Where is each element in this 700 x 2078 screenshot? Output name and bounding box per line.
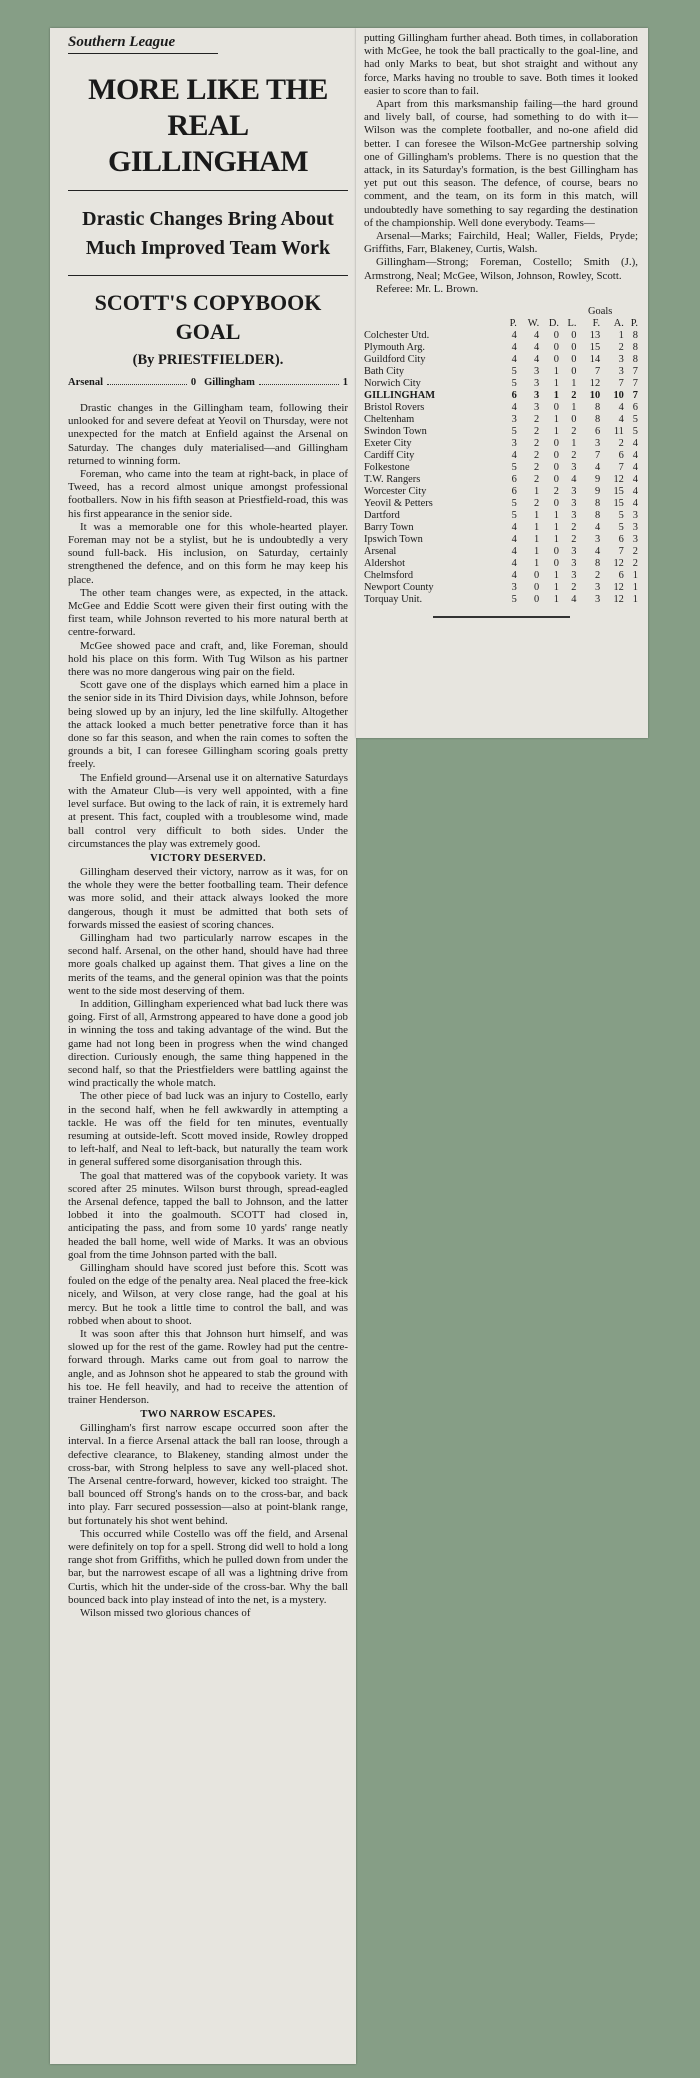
table-header-row: [364, 318, 638, 330]
column-header: W.: [527, 318, 540, 330]
table-cell: 3: [594, 594, 601, 606]
table-cell: 6: [511, 474, 517, 486]
table-cell: 0: [553, 546, 559, 558]
table-cell: 3: [571, 498, 577, 510]
column-header: D.: [548, 318, 559, 330]
paragraph: This occurred while Costello was off the field, and Arsenal were definitely on top for a spell. Strong did well to hold a long range shot from Griffiths, which he pulled down from under the bar, but the narrowest escape of all was a lightning drive from Curtis, which hit the under-side of the cross-bar. Why the ball bounced back into play instead of into the net, is a mystery.: [68, 1527, 348, 1606]
team-name: Bath City: [364, 366, 405, 378]
table-cell: 3: [571, 558, 577, 570]
paragraph: Foreman, who came into the team at right-back, in place of Tweed, has a record almost unique amongst professional footballers. Now in his fifth season at Priestfield-road, this was his first appearance in the senior side.: [68, 468, 348, 520]
table-cell: 1: [571, 378, 577, 390]
table-cell: 5: [632, 426, 638, 438]
table-cell: 12: [613, 594, 624, 606]
table-cell: 1: [571, 438, 577, 450]
table-cell: 0: [553, 462, 559, 474]
table-cell: 0: [571, 330, 577, 342]
table-cell: 4: [594, 462, 601, 474]
table-cell: 3: [534, 402, 540, 414]
table-cell: 4: [511, 402, 517, 414]
team-name: Exeter City: [364, 438, 412, 450]
table-cell: 2: [534, 474, 540, 486]
table-cell: 1: [553, 510, 559, 522]
table-cell: 4: [571, 474, 577, 486]
table-cell: 1: [553, 594, 559, 606]
table-cell: 15: [613, 486, 624, 498]
paragraph: putting Gillingham further ahead. Both times, in collaboration with McGee, he took the ball practically to the goal-line, and had only Marks to beat, but shot straight and without any force, Marks having no trouble to save. Both times it looked easier to score than to fail.: [364, 32, 638, 97]
paragraph: Apart from this marksmanship failing—the hard ground and lively ball, of course, had something to do with it—Wilson was the complete footballer, and no-one afield did better. I can foresee the Wilson-McGee partnership solving one of Gillingham's problems. There is no question that the attack, in its Saturday's formation, is the best Gillingham has yet put out this season. The defence, of course, bears no comment, and the team, on its form in this match, will undoubtedly have something to say regarding the destination of the championship. Well done everybody. Teams—: [364, 98, 638, 229]
table-cell: 14: [589, 354, 601, 366]
paragraph: In addition, Gillingham experienced what bad luck there was going. First of all, Armstrong appeared to have done a good job in winning the toss and taking advantage of the wind. But the game had not long been in progress when the wind changed direction. Curiously enough, the same thing happened in the second half, so that the Priestfielders were battling against the wind practically the whole match.: [68, 997, 348, 1090]
table-cell: 2: [534, 426, 540, 438]
paragraph: The other piece of bad luck was an injury to Costello, early in the second half, when he fell awkwardly in attempting a tackle. He was off the field for ten minutes, eventually resuming at outside-left. Scott moved inside, Rowley dropped to left-half, and Neal to left-back, but naturally the team work in general suffered some disorganisation through this.: [68, 1090, 348, 1169]
team-name: Aldershot: [364, 558, 405, 570]
table-cell: 4: [618, 402, 624, 414]
article-column: [68, 34, 348, 1620]
table-row: [364, 582, 638, 594]
table-cell: 6: [511, 390, 517, 402]
referee: Referee: Mr. L. Brown.: [376, 282, 479, 295]
table-cell: 1: [534, 510, 540, 522]
table-cell: 3: [632, 510, 638, 522]
table-cell: 2: [534, 450, 540, 462]
paragraph: Gillingham deserved their victory, narrow as it was, for on the whole they were the better footballing team. Their defence was more solid, and their attack always looked the more dangerous, though it must be admitted that both sets of forwards missed the easiest of scoring chances.: [68, 865, 348, 931]
subheadline-2: SCOTT'S COPYBOOK GOAL: [94, 290, 322, 344]
byline: (By PRIESTFIELDER).: [132, 352, 284, 368]
column-header: A.: [613, 318, 624, 330]
table-cell: 8: [632, 330, 638, 342]
team-name: Torquay Unit.: [364, 594, 423, 606]
table-cell: 4: [618, 414, 624, 426]
table-cell: 5: [618, 510, 624, 522]
column-header: L.: [567, 318, 577, 330]
table-cell: 8: [594, 402, 601, 414]
table-cell: 3: [571, 486, 577, 498]
table-cell: 1: [618, 330, 624, 342]
team-name: Plymouth Arg.: [364, 342, 426, 354]
table-cell: 3: [632, 534, 638, 546]
divider: [68, 275, 348, 276]
kicker: Southern League: [68, 34, 218, 54]
table-cell: 1: [534, 546, 540, 558]
table-cell: 4: [594, 546, 601, 558]
table-cell: 6: [632, 402, 638, 414]
team-name: Colchester Utd.: [364, 330, 430, 342]
table-cell: 0: [571, 414, 577, 426]
table-cell: 0: [553, 342, 559, 354]
table-cell: 2: [632, 546, 638, 558]
table-cell: 5: [511, 498, 517, 510]
team-lineup-arsenal: Arsenal—Marks; Fairchild, Heal; Waller, Fields, Pryde; Griffiths, Farr, Blakeney, Curtis, Walsh.: [364, 230, 638, 256]
table-cell: 4: [632, 450, 638, 462]
team-name: T.W. Rangers: [364, 474, 421, 486]
table-cell: 2: [594, 570, 601, 582]
result-home-score: 0: [190, 377, 197, 388]
table-row: [364, 558, 638, 570]
team-name: Guildford City: [364, 354, 426, 366]
paragraph: Wilson missed two glorious chances of: [80, 1607, 251, 1620]
table-cell: 1: [553, 426, 559, 438]
table-cell: 2: [571, 582, 577, 594]
table-cell: 0: [534, 570, 540, 582]
table-cell: 0: [571, 354, 577, 366]
table-cell: 3: [571, 462, 577, 474]
divider: [68, 190, 348, 191]
table-cell: 4: [511, 558, 517, 570]
table-cell: 2: [618, 342, 624, 354]
table-cell: 7: [594, 366, 601, 378]
table-cell: 12: [613, 558, 624, 570]
league-table: [364, 306, 638, 606]
table-cell: 1: [534, 486, 540, 498]
table-cell: 1: [632, 594, 638, 606]
table-cell: 4: [632, 498, 638, 510]
table-cell: 12: [613, 582, 624, 594]
table-cell: 7: [618, 546, 624, 558]
dot-leader: [107, 377, 187, 385]
team-name: Chelmsford: [364, 570, 414, 582]
team-name: Swindon Town: [364, 426, 427, 438]
paragraph: It was soon after this that Johnson hurt himself, and was slowed up for the rest of the game. Rowley had put the centre-forward through. Marks came out from goal to narrow the angle, and as Johnson shot he appeared to stab the ground with his toe. He fell heavily, and had to receive the attention of trainer Henderson.: [68, 1328, 348, 1407]
table-cell: 1: [553, 582, 559, 594]
table-cell: 15: [589, 342, 601, 354]
table-cell: 4: [632, 438, 638, 450]
table-cell: 8: [594, 498, 601, 510]
table-cell: 2: [534, 438, 540, 450]
table-cell: 0: [534, 594, 540, 606]
table-cell: 7: [618, 462, 624, 474]
table-cell: 1: [534, 522, 540, 534]
table-row: [364, 474, 638, 486]
paragraph: The goal that mattered was of the copybook variety. It was scored after 25 minutes. Wilson burst through, spread-eagled the Arsenal defence, tapped the ball to Johnson, and the latter lobbed it into the goalmouth. SCOTT had closed in, anticipating the pass, and from some 10 yards' range neatly headed the ball home, well wide of Marks. It was an obvious goal from the time Johnson parted with the ball.: [68, 1169, 348, 1261]
goals-label: Goals: [588, 306, 613, 318]
column-header: F.: [592, 318, 601, 330]
table-cell: 15: [613, 498, 624, 510]
table-cell: 3: [534, 390, 540, 402]
table-cell: 12: [589, 378, 601, 390]
section-heading: VICTORY DESERVED.: [150, 852, 266, 864]
team-name: Newport County: [364, 582, 434, 594]
table-cell: 4: [571, 594, 577, 606]
table-cell: 0: [553, 330, 559, 342]
table-goals-header: [364, 306, 638, 318]
table-cell: 3: [511, 438, 517, 450]
table-body: [364, 330, 638, 606]
table-cell: 11: [613, 426, 624, 438]
table-cell: 12: [613, 474, 624, 486]
table-cell: 7: [632, 378, 638, 390]
table-cell: 4: [511, 342, 517, 354]
table-cell: 0: [553, 498, 559, 510]
table-cell: 3: [594, 438, 601, 450]
table-cell: 2: [534, 498, 540, 510]
table-cell: 0: [534, 582, 540, 594]
table-cell: 4: [511, 522, 517, 534]
table-cell: 0: [553, 354, 559, 366]
table-cell: 4: [534, 354, 540, 366]
table-cell: 9: [594, 486, 601, 498]
table-cell: 10: [589, 390, 601, 402]
table-cell: 0: [553, 558, 559, 570]
table-cell: 5: [511, 510, 517, 522]
paragraph: Gillingham had two particularly narrow escapes in the second half. Arsenal, on the other hand, should have had three more goals chalked up against them. That gives a line on the merits of the teams, and the general opinion was that the points went to the side most deserving of them.: [68, 931, 348, 997]
paragraph: It was a memorable one for this whole-hearted player. Foreman may not be a stylist, but he is undoubtedly a very sound full-back. His inclusion, on Saturday, certainly strengthened the defence, and on this form he may keep his place.: [68, 520, 348, 586]
table-cell: 4: [511, 546, 517, 558]
table-row: [364, 414, 638, 426]
table-row: [364, 330, 638, 342]
table-cell: 3: [618, 354, 624, 366]
paragraph: The Enfield ground—Arsenal use it on alternative Saturdays with the Amateur Club—is very well appointed, with a fine level surface. But owing to the lack of rain, it is extremely hard at present. This fact, coupled with a troublesome wind, made ball control very difficult to both sides. Under the circumstances the play was extremely good.: [68, 771, 348, 850]
column-header: P.: [630, 318, 638, 330]
table-cell: 1: [534, 534, 540, 546]
table-cell: 2: [618, 438, 624, 450]
table-row: [364, 534, 638, 546]
table-cell: 13: [589, 330, 601, 342]
table-cell: 7: [632, 390, 638, 402]
team-name: GILLINGHAM: [364, 390, 436, 402]
table-row: [364, 342, 638, 354]
table-cell: 4: [511, 354, 517, 366]
continuation-column: [364, 32, 638, 618]
team-name: Folkestone: [364, 462, 410, 474]
table-cell: 2: [571, 450, 577, 462]
table-cell: 2: [632, 558, 638, 570]
table-row: [364, 594, 638, 606]
headline: MORE LIKE THE REAL GILLINGHAM: [88, 73, 328, 178]
table-cell: 1: [534, 558, 540, 570]
table-cell: 5: [511, 594, 517, 606]
table-cell: 7: [632, 366, 638, 378]
table-cell: 2: [571, 522, 577, 534]
table-cell: 7: [594, 450, 601, 462]
column-header: P.: [509, 318, 517, 330]
table-cell: 0: [553, 402, 559, 414]
result-away-score: 1: [342, 377, 349, 388]
table-cell: 1: [553, 534, 559, 546]
table-cell: 3: [594, 534, 601, 546]
table-row: [364, 462, 638, 474]
table-cell: 5: [511, 426, 517, 438]
table-cell: 1: [553, 366, 559, 378]
table-cell: 3: [511, 414, 517, 426]
continuation-clipping: [356, 28, 648, 738]
table-cell: 8: [632, 354, 638, 366]
table-row: [364, 570, 638, 582]
table-cell: 0: [571, 366, 577, 378]
table-cell: 5: [618, 522, 624, 534]
team-lineup-gillingham: Gillingham—Strong; Foreman, Costello; Smith (J.), Armstrong, Neal; McGee, Wilson, Johnson, Rowley, Scott.: [364, 256, 638, 282]
table-cell: 4: [511, 534, 517, 546]
table-cell: 6: [594, 426, 601, 438]
team-name: Norwich City: [364, 378, 421, 390]
team-name: Worcester City: [364, 486, 427, 498]
table-cell: 8: [594, 414, 601, 426]
table-cell: 10: [613, 390, 624, 402]
team-name: Barry Town: [364, 522, 414, 534]
table-row: [364, 354, 638, 366]
table-cell: 3: [571, 510, 577, 522]
table-cell: 2: [534, 462, 540, 474]
table-cell: 8: [594, 510, 601, 522]
paragraph: Drastic changes in the Gillingham team, following their unlooked for and severe defeat at Yeovil on Thursday, were not unexpected for the match at Enfield against the Arsenal on Saturday. The changes duly materialised—and Gillingham returned to winning form.: [68, 402, 348, 467]
table-cell: 9: [594, 474, 601, 486]
table-cell: 7: [618, 378, 624, 390]
team-name: Cardiff City: [364, 450, 415, 462]
table-cell: 2: [571, 534, 577, 546]
table-cell: 5: [511, 378, 517, 390]
table-cell: 3: [511, 582, 517, 594]
table-cell: 4: [632, 486, 638, 498]
table-cell: 5: [511, 462, 517, 474]
table-cell: 3: [571, 546, 577, 558]
result-away: Gillingham: [204, 377, 255, 388]
table-row: [364, 390, 638, 402]
table-row: [364, 366, 638, 378]
table-cell: 3: [534, 366, 540, 378]
paragraph: McGee showed pace and craft, and, like Foreman, should hold his place on this form. With Tug Wilson as his partner there was no more dangerous wing pair on the field.: [68, 639, 348, 679]
team-name: Yeovil & Petters: [364, 498, 433, 510]
match-result: [68, 377, 348, 388]
article-clipping: [50, 28, 356, 2064]
table-cell: 3: [618, 366, 624, 378]
table-cell: 1: [553, 570, 559, 582]
table-cell: 6: [618, 450, 624, 462]
table-cell: 2: [571, 390, 577, 402]
table-cell: 3: [571, 570, 577, 582]
table-cell: 8: [632, 342, 638, 354]
team-name: Ipswich Town: [364, 534, 423, 546]
table-cell: 1: [571, 402, 577, 414]
table-row: [364, 546, 638, 558]
table-row: [364, 378, 638, 390]
table-cell: 4: [511, 450, 517, 462]
table-cell: 0: [553, 438, 559, 450]
subheadline: Drastic Changes Bring About Much Improved Team Work: [82, 208, 334, 259]
table-row: [364, 510, 638, 522]
end-rule: [433, 616, 570, 618]
table-row: [364, 438, 638, 450]
table-row: [364, 402, 638, 414]
table-row: [364, 426, 638, 438]
table-cell: 8: [594, 558, 601, 570]
table-cell: 4: [534, 342, 540, 354]
table-cell: 5: [632, 414, 638, 426]
table-cell: 1: [553, 390, 559, 402]
table-cell: 1: [553, 378, 559, 390]
table-row: [364, 450, 638, 462]
table-cell: 4: [632, 474, 638, 486]
table-cell: 0: [553, 450, 559, 462]
table-cell: 3: [594, 582, 601, 594]
team-name: Dartford: [364, 510, 400, 522]
table-cell: 4: [511, 570, 517, 582]
paragraph: The other team changes were, as expected, in the attack. McGee and Eddie Scott were given their first outing with the first team, while Johnson reverted to his more natural berth at centre-forward.: [68, 586, 348, 639]
paragraph: Gillingham's first narrow escape occurred soon after the interval. In a fierce Arsenal attack the ball ran loose, through a defective clearance, to Blakeney, standing almost under the cross-bar, with Strong helpless to save any well-placed shot. The Arsenal centre-forward, however, kicked too straight. The ball bounced off Strong's hands on to the cross-bar, and back into play. Farr secured possession—also at point-blank range, but fortunately his shot went behind.: [68, 1422, 348, 1527]
table-cell: 1: [553, 522, 559, 534]
table-cell: 2: [553, 486, 559, 498]
table-row: [364, 522, 638, 534]
team-name: Arsenal: [364, 546, 397, 558]
dot-leader: [259, 377, 339, 385]
table-cell: 2: [534, 414, 540, 426]
section-heading: TWO NARROW ESCAPES.: [140, 1409, 276, 1421]
table-cell: 6: [511, 486, 517, 498]
table-cell: 3: [534, 378, 540, 390]
table-cell: 0: [571, 342, 577, 354]
table-row: [364, 486, 638, 498]
table-cell: 4: [534, 330, 540, 342]
table-cell: 6: [618, 570, 624, 582]
result-home: Arsenal: [68, 377, 103, 388]
table-cell: 5: [511, 366, 517, 378]
team-name: Cheltenham: [364, 414, 415, 426]
paragraph: Gillingham should have scored just before this. Scott was fouled on the edge of the penalty area. Neal placed the free-kick nicely, and Wilson, at very close range, had the goal at his mercy. But he took a little time to control the ball, and was robbed when about to shoot.: [68, 1262, 348, 1327]
table-cell: 4: [511, 330, 517, 342]
table-cell: 1: [632, 570, 638, 582]
paragraph: Scott gave one of the displays which earned him a place in the senior side in its Third Division days, while Johnson, before being slowed up by an injury, led the line skilfully. Altogether the attack looked a much better penetrative force than it has done so far this season, and when the rain comes to soften the grounds a bit, I can foresee Gillingham scoring goals pretty freely.: [68, 679, 348, 771]
table-cell: 0: [553, 474, 559, 486]
team-name: Bristol Rovers: [364, 402, 425, 414]
table-cell: 4: [632, 462, 638, 474]
table-row: [364, 498, 638, 510]
table-cell: 1: [553, 414, 559, 426]
table-cell: 6: [618, 534, 624, 546]
table-cell: 4: [594, 522, 601, 534]
table-cell: 2: [571, 426, 577, 438]
table-cell: 3: [632, 522, 638, 534]
table-cell: 1: [632, 582, 638, 594]
